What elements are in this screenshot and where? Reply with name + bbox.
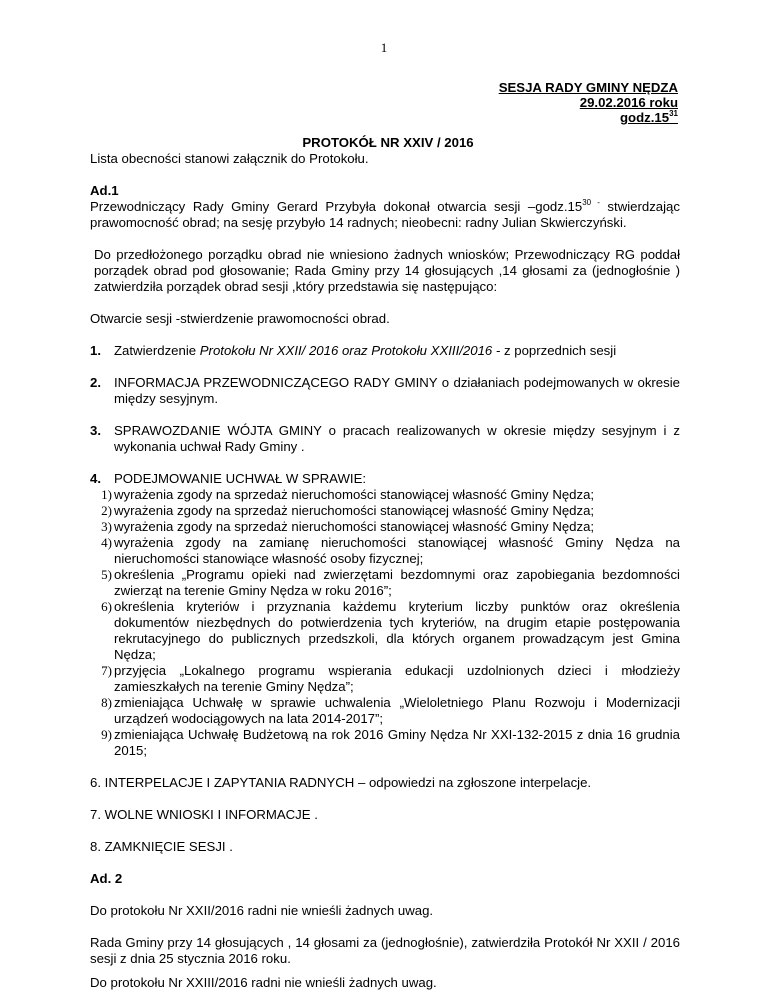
agenda-item: 2. INFORMACJA PRZEWODNICZĄCEGO RADY GMINY o działaniach podejmowanych w okresie między sesyjnym. [90,375,680,406]
ad2-heading: Ad. 2 [90,871,123,886]
agenda-item: 3. SPRAWOZDANIE WÓJTA GMINY o pracach realizowanych w okresie między sesyjnym i z wykonania uchwał Rady Gminy . [90,423,680,454]
agenda-item: 1. Zatwierdzenie Protokołu Nr XXII/ 2016 oraz Protokołu XXIII/2016 - z poprzednich sesji [90,343,617,358]
ad2-paragraph-2: Rada Gminy przy 14 głosujących , 14 głosami za (jednogłośnie), zatwierdziła Protokół Nr XXII / 2016 sesji z dnia 25 stycznia 2016 roku. [90,935,680,966]
session-header [499,80,678,125]
resolution-item: 2) wyrażenia zgody na sprzedaż nieruchomości stanowiącej własność Gminy Nędza; [101,503,595,518]
agenda-point-6: 6. INTERPELACJE I ZAPYTANIA RADNYCH – odpowiedzi na zgłoszone interpelacje. [90,775,592,790]
ad2-paragraph-1: Do protokołu Nr XXII/2016 radni nie wnieśli żadnych uwag. [90,903,434,918]
ad2-paragraph-3: Do protokołu Nr XXIII/2016 radni nie wnieśli żadnych uwag. [90,975,437,990]
ad1-opening-paragraph: Przewodniczący Rady Gminy Gerard Przybyła dokonał otwarcia sesji $-godz.15^{30 -}$ stwierdzając prawomocność obrad; na sesję przybyło 14 radnych; nieobecni: radny Julian Skwierczyński. [90,198,680,230]
session-date: 29.02.2016 roku [579,95,678,110]
agenda-point-7: 7. WOLNE WNIOSKI I INFORMACJE . [90,807,318,822]
session-title: SESJA RADY GMINY NĘDZA [498,80,678,95]
resolution-item: 7) przyjęcia „Lokalnego programu wspierania edukacji uzdolnionych dzieci i młodzieży zamieszkałych na terenie Gminy Nędza”; [101,663,680,694]
resolution-item: 4) wyrażenia zgody na zamianę nieruchomości stanowiącej własność Gminy Nędza na nieruchomości stanowiące własność osoby fizycznej; [101,535,680,566]
resolution-item: 1) wyrażenia zgody na sprzedaż nieruchomości stanowiącej własność Gminy Nędza; [101,487,595,502]
protocol-title: PROTOKÓŁ NR XXIV / 2016 [302,135,474,150]
ad1-heading: Ad.1 [90,183,119,198]
agenda-point-8: 8. ZAMKNIĘCIE SESJI . [90,839,233,854]
resolution-item: 8) zmieniająca Uchwałę w sprawie uchwalenia „Wieloletniego Planu Rozwoju i Modernizacji urządzeń wodociągowych na lata 2014-2017”; [101,695,680,726]
ad1-opening-item: Otwarcie sesji -stwierdzenie prawomocności obrad. [90,311,390,326]
page-number: 1 [380,40,388,55]
resolution-item: 9) zmieniająca Uchwałę Budżetową na rok 2016 Gminy Nędza Nr XXI-132-2015 z dnia 16 grudnia 2015; [101,727,680,758]
resolution-item: 5) określenia „Programu opieki nad zwierzętami bezdomnymi oraz zapobiegania bezdomności zwierząt na terenie Gminy Nędza w roku 2016”; [101,567,680,598]
agenda-item: 4. PODEJMOWANIE UCHWAŁ W SPRAWIE: [90,471,367,486]
session-time: $godz.15^{31}$ [620,109,678,125]
resolution-item: 3) wyrażenia zgody na sprzedaż nieruchomości stanowiącej własność Gminy Nędza; [101,519,595,534]
ad1-agenda-approval-paragraph: Do przedłożonego porządku obrad nie wniesiono żadnych wniosków; Przewodniczący RG poddał porządek obrad pod głosowanie; Rada Gminy przy 14 głosujących ,14 głosami za (jednogłośnie ) zatwierdziła porządek obrad sesji ,który przedstawia się następująco: [94,247,680,294]
resolution-item: 6) określenia kryteriów i przyznania każdemu kryterium liczby punktów oraz określenia dokumentów niezbędnych do potwierdzenia tych kryteriów, na drugim etapie postępowania rekrutacyjnego do publicznych przedszkoli, dla których organem prowadzącym jest Gmina Nędza; [101,599,680,662]
attendance-note: Lista obecności stanowi załącznik do Protokołu. [90,151,369,166]
